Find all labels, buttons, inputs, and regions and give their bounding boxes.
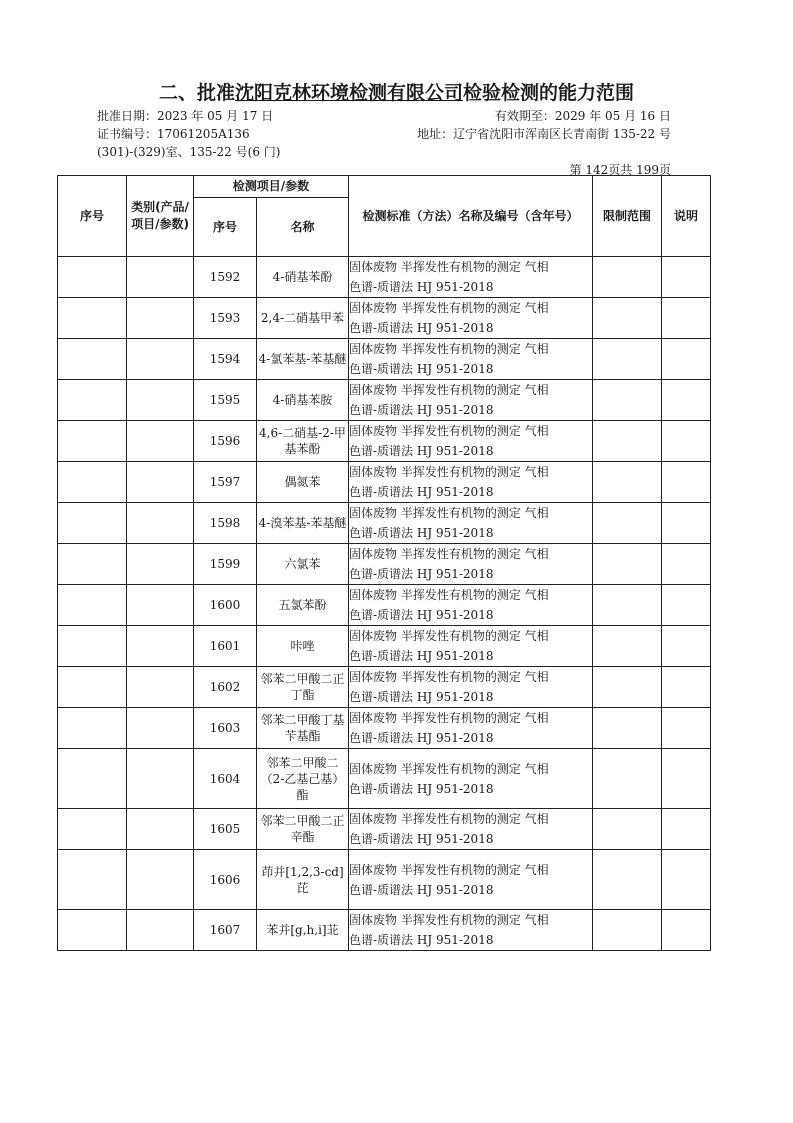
- standard-line-1: 固体废物 半挥发性有机物的测定 气相: [349, 342, 549, 356]
- item-number: 1602: [194, 667, 257, 708]
- table-row: [58, 544, 711, 585]
- limit-cell: [593, 298, 662, 339]
- category-cell: [127, 421, 194, 462]
- standard-line-1: 固体废物 半挥发性有机物的测定 气相: [349, 506, 549, 520]
- standard-cell: [349, 708, 593, 749]
- limit-cell: [593, 585, 662, 626]
- item-number: 1604: [194, 749, 257, 809]
- header-item-name: 名称: [257, 198, 349, 257]
- item-number: 1595: [194, 380, 257, 421]
- standard-line-1: 固体废物 半挥发性有机物的测定 气相: [349, 424, 549, 438]
- item-name: 4,6-二硝基-2-甲基苯酚: [257, 421, 349, 462]
- table-row: [58, 421, 711, 462]
- note-cell: [662, 339, 711, 380]
- limit-cell: [593, 667, 662, 708]
- note-cell: [662, 708, 711, 749]
- limit-cell: [593, 708, 662, 749]
- item-number: 1594: [194, 339, 257, 380]
- item-name: 4-硝基苯酚: [257, 257, 349, 298]
- title-prefix: 二、批准: [158, 82, 235, 104]
- note-cell: [662, 910, 711, 951]
- item-name: 4-溴苯基-苯基醚: [257, 503, 349, 544]
- note-cell: [662, 544, 711, 585]
- standard-line-2: 色谱-质谱法 HJ 951-2018: [349, 321, 494, 335]
- note-cell: [662, 298, 711, 339]
- standard-cell: [349, 749, 593, 809]
- limit-cell: [593, 421, 662, 462]
- approval-date: 批准日期：2023 年 05 月 17 日: [97, 109, 274, 123]
- category-cell: [127, 809, 194, 850]
- seq-cell: [58, 749, 127, 809]
- header-note: 说明: [662, 176, 711, 257]
- note-cell: [662, 850, 711, 910]
- category-cell: [127, 462, 194, 503]
- header-limit: 限制范围: [593, 176, 662, 257]
- standard-line-2: 色谱-质谱法 HJ 951-2018: [349, 882, 494, 897]
- standard-line-2: 色谱-质谱法 HJ 951-2018: [349, 933, 494, 947]
- standard-cell: [349, 667, 593, 708]
- category-cell: [127, 910, 194, 951]
- standard-cell: [349, 910, 593, 951]
- item-name: 邻苯二甲酸二（2-乙基己基）酯: [257, 749, 349, 809]
- item-name: 2,4-二硝基甲苯: [257, 298, 349, 339]
- seq-cell: [58, 380, 127, 421]
- category-cell: [127, 749, 194, 809]
- table-row: [58, 380, 711, 421]
- standard-cell: [349, 380, 593, 421]
- title-suffix: 检验检测的能力范围: [463, 82, 635, 104]
- category-cell: [127, 257, 194, 298]
- standard-line-2: 色谱-质谱法 HJ 951-2018: [349, 608, 494, 622]
- header-standard: 检测标准（方法）名称及编号（含年号）: [349, 176, 593, 257]
- category-cell: [127, 544, 194, 585]
- note-cell: [662, 585, 711, 626]
- limit-cell: [593, 257, 662, 298]
- header-category: 类别(产品/项目/参数): [127, 176, 194, 257]
- item-number: 1599: [194, 544, 257, 585]
- standard-line-1: 固体废物 半挥发性有机物的测定 气相: [349, 629, 549, 643]
- standard-line-2: 色谱-质谱法 HJ 951-2018: [349, 444, 494, 458]
- seq-cell: [58, 503, 127, 544]
- standard-line-2: 色谱-质谱法 HJ 951-2018: [349, 526, 494, 540]
- table-row: [58, 850, 711, 910]
- page-info: 第 142页共 199页: [569, 163, 671, 177]
- standard-line-2: 色谱-质谱法 HJ 951-2018: [349, 832, 494, 846]
- seq-cell: [58, 626, 127, 667]
- address-continued: (301)-(329)室、135-22 号(6 门): [97, 145, 281, 159]
- limit-cell: [593, 339, 662, 380]
- item-number: 1605: [194, 809, 257, 850]
- item-name: 六氯苯: [257, 544, 349, 585]
- seq-cell: [58, 544, 127, 585]
- category-cell: [127, 667, 194, 708]
- item-name: 偶氮苯: [257, 462, 349, 503]
- standard-line-2: 色谱-质谱法 HJ 951-2018: [349, 731, 494, 745]
- note-cell: [662, 257, 711, 298]
- seq-cell: [58, 339, 127, 380]
- standard-line-1: 固体废物 半挥发性有机物的测定 气相: [349, 812, 549, 826]
- seq-cell: [58, 421, 127, 462]
- standard-cell: [349, 298, 593, 339]
- table-row: [58, 257, 711, 298]
- valid-until: 有效期至：2029 年 05 月 16 日: [494, 109, 671, 123]
- standard-line-1: 固体废物 半挥发性有机物的测定 气相: [349, 465, 549, 479]
- page-title: [0, 78, 793, 105]
- item-name: 4-氯苯基-苯基醚: [257, 339, 349, 380]
- category-cell: [127, 339, 194, 380]
- cert-number: 证书编号：17061205A136: [97, 127, 250, 141]
- standard-cell: [349, 809, 593, 850]
- address: 地址：辽宁省沈阳市浑南区长青南街 135-22 号: [417, 127, 671, 141]
- seq-cell: [58, 910, 127, 951]
- header-item-group: 检测项目/参数: [194, 176, 349, 198]
- note-cell: [662, 626, 711, 667]
- item-number: 1607: [194, 910, 257, 951]
- note-cell: [662, 809, 711, 850]
- item-name: 邻苯二甲酸二正丁酯: [257, 667, 349, 708]
- category-cell: [127, 380, 194, 421]
- table-row: [58, 585, 711, 626]
- category-cell: [127, 585, 194, 626]
- item-name: 茚并[1,2,3-cd]芘: [257, 850, 349, 910]
- item-number: 1598: [194, 503, 257, 544]
- table-row: [58, 503, 711, 544]
- table-row: [58, 708, 711, 749]
- standard-cell: [349, 626, 593, 667]
- table-row: [58, 667, 711, 708]
- item-name: 邻苯二甲酸丁基苄基酯: [257, 708, 349, 749]
- item-number: 1596: [194, 421, 257, 462]
- item-number: 1603: [194, 708, 257, 749]
- note-cell: [662, 667, 711, 708]
- seq-cell: [58, 298, 127, 339]
- title-org: 沈阳克林环境检测有限公司: [234, 82, 463, 104]
- standard-cell: [349, 850, 593, 910]
- standard-line-2: 色谱-质谱法 HJ 951-2018: [349, 781, 494, 796]
- seq-cell: [58, 809, 127, 850]
- standard-line-1: 固体废物 半挥发性有机物的测定 气相: [349, 761, 549, 776]
- limit-cell: [593, 462, 662, 503]
- standard-cell: [349, 585, 593, 626]
- item-name: 邻苯二甲酸二正辛酯: [257, 809, 349, 850]
- category-cell: [127, 850, 194, 910]
- limit-cell: [593, 809, 662, 850]
- note-cell: [662, 462, 711, 503]
- item-number: 1606: [194, 850, 257, 910]
- item-number: 1600: [194, 585, 257, 626]
- note-cell: [662, 380, 711, 421]
- item-number: 1592: [194, 257, 257, 298]
- standard-line-1: 固体废物 半挥发性有机物的测定 气相: [349, 383, 549, 397]
- limit-cell: [593, 544, 662, 585]
- standard-line-1: 固体废物 半挥发性有机物的测定 气相: [349, 301, 549, 315]
- item-name: 苯并[g,h,i]苝: [257, 910, 349, 951]
- seq-cell: [58, 850, 127, 910]
- limit-cell: [593, 503, 662, 544]
- standard-line-1: 固体废物 半挥发性有机物的测定 气相: [349, 913, 549, 927]
- capability-table: [57, 175, 711, 951]
- standard-cell: [349, 544, 593, 585]
- header-seq: 序号: [58, 176, 127, 257]
- note-cell: [662, 421, 711, 462]
- note-cell: [662, 749, 711, 809]
- item-name: 4-硝基苯胺: [257, 380, 349, 421]
- limit-cell: [593, 749, 662, 809]
- seq-cell: [58, 667, 127, 708]
- table-row: [58, 749, 711, 809]
- note-cell: [662, 503, 711, 544]
- standard-line-1: 固体废物 半挥发性有机物的测定 气相: [349, 547, 549, 561]
- table-row: [58, 339, 711, 380]
- standard-cell: [349, 257, 593, 298]
- limit-cell: [593, 850, 662, 910]
- standard-line-2: 色谱-质谱法 HJ 951-2018: [349, 485, 494, 499]
- seq-cell: [58, 708, 127, 749]
- category-cell: [127, 626, 194, 667]
- category-cell: [127, 298, 194, 339]
- standard-cell: [349, 462, 593, 503]
- standard-line-1: 固体废物 半挥发性有机物的测定 气相: [349, 862, 549, 877]
- table-row: [58, 626, 711, 667]
- item-name: 五氯苯酚: [257, 585, 349, 626]
- standard-line-2: 色谱-质谱法 HJ 951-2018: [349, 362, 494, 376]
- item-name: 咔唑: [257, 626, 349, 667]
- standard-line-2: 色谱-质谱法 HJ 951-2018: [349, 403, 494, 417]
- standard-cell: [349, 339, 593, 380]
- standard-line-1: 固体废物 半挥发性有机物的测定 气相: [349, 670, 549, 684]
- seq-cell: [58, 462, 127, 503]
- standard-line-2: 色谱-质谱法 HJ 951-2018: [349, 280, 494, 294]
- standard-cell: [349, 503, 593, 544]
- standard-line-2: 色谱-质谱法 HJ 951-2018: [349, 649, 494, 663]
- header-item-no: 序号: [194, 198, 257, 257]
- item-number: 1597: [194, 462, 257, 503]
- seq-cell: [58, 257, 127, 298]
- standard-line-2: 色谱-质谱法 HJ 951-2018: [349, 690, 494, 704]
- table-row: [58, 809, 711, 850]
- item-number: 1601: [194, 626, 257, 667]
- table-row: [58, 298, 711, 339]
- category-cell: [127, 708, 194, 749]
- table-row: [58, 910, 711, 951]
- table-row: [58, 462, 711, 503]
- standard-line-1: 固体废物 半挥发性有机物的测定 气相: [349, 711, 549, 725]
- limit-cell: [593, 380, 662, 421]
- category-cell: [127, 503, 194, 544]
- limit-cell: [593, 626, 662, 667]
- limit-cell: [593, 910, 662, 951]
- standard-line-1: 固体废物 半挥发性有机物的测定 气相: [349, 588, 549, 602]
- item-number: 1593: [194, 298, 257, 339]
- standard-line-1: 固体废物 半挥发性有机物的测定 气相: [349, 260, 549, 274]
- standard-line-2: 色谱-质谱法 HJ 951-2018: [349, 567, 494, 581]
- seq-cell: [58, 585, 127, 626]
- standard-cell: [349, 421, 593, 462]
